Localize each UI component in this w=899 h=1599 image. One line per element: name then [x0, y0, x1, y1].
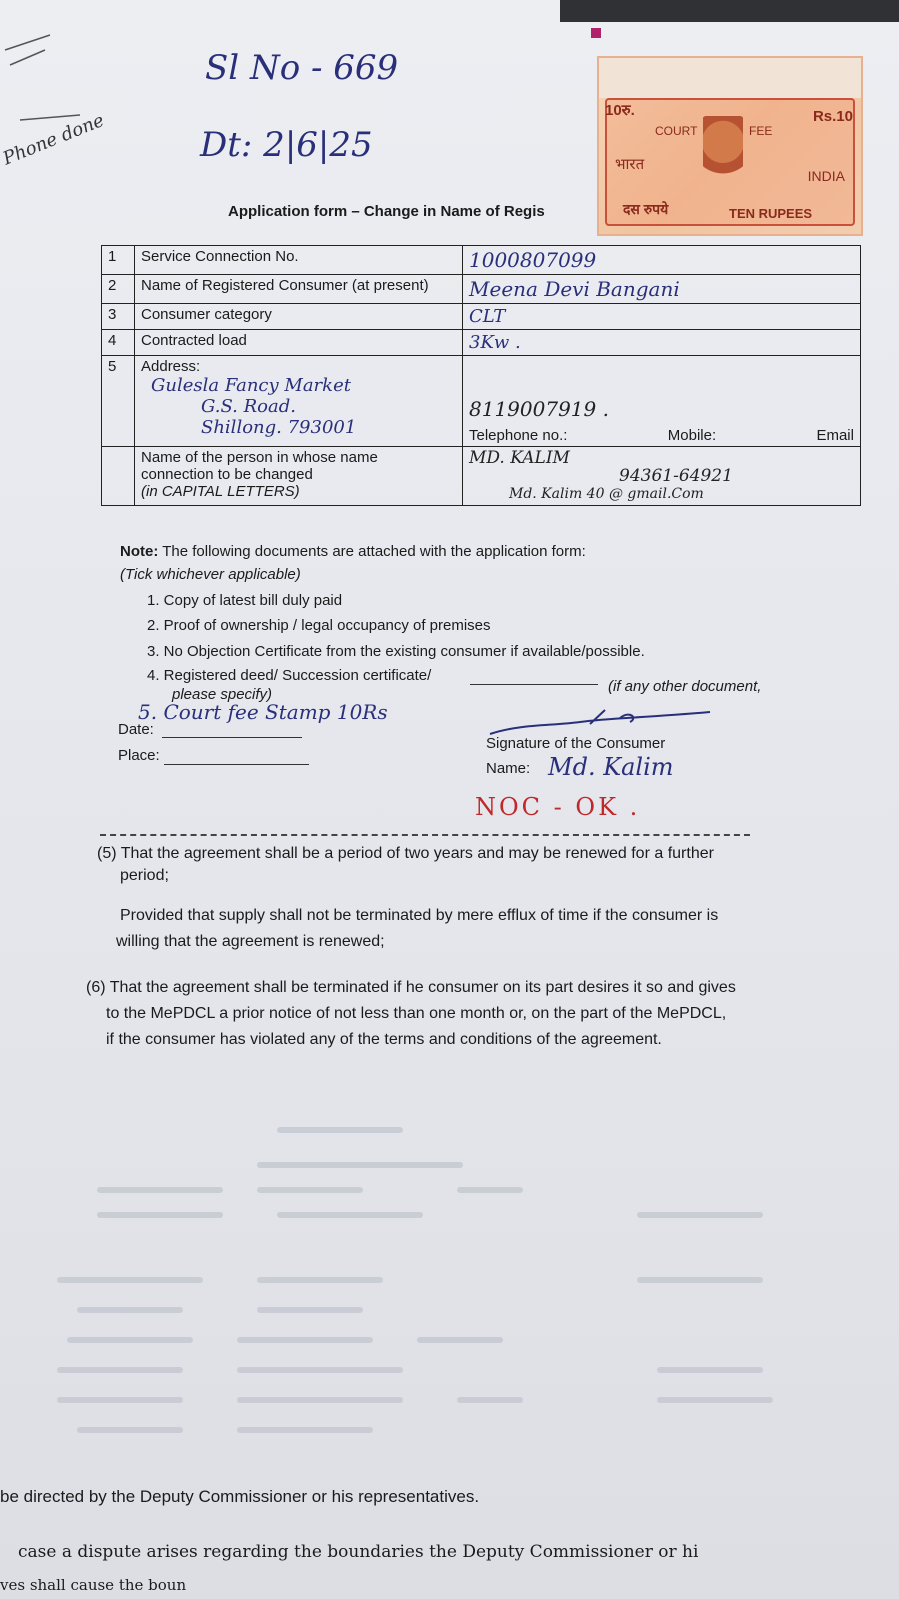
stamp-bharat: भारत	[615, 156, 645, 173]
proviso-line-2: willing that the agreement is renewed;	[116, 933, 385, 950]
stamp-value-left: 10रु.	[605, 102, 635, 119]
row-number: 4	[102, 330, 135, 356]
row-number	[102, 447, 135, 506]
field-label: Service Connection No.	[135, 246, 463, 275]
phone-value: 8119007919 .	[469, 397, 609, 421]
footer-line-1: be directed by the Deputy Commissioner or his representatives.	[0, 1487, 480, 1506]
clause-5-line-2: period;	[120, 867, 169, 884]
contracted-load-value: 3Kw .	[469, 332, 521, 353]
proviso-line-1: Provided that supply shall not be terminated by mere efflux of time if the consumer is	[120, 907, 719, 924]
stamp-court: COURT	[655, 124, 698, 138]
address-line-3: Shillong. 793001	[201, 417, 357, 438]
doc-item-3: 3. No Objection Certificate from the existing consumer if available/possible.	[147, 643, 645, 660]
signature-label: Signature of the Consumer	[486, 735, 666, 752]
new-name-value: MD. KALIM	[469, 448, 570, 468]
mobile-value: 94361-64921	[619, 466, 733, 486]
email-label: Email	[816, 427, 854, 444]
address-cell	[135, 356, 463, 447]
new-name-label	[135, 447, 463, 506]
field-value	[463, 330, 861, 356]
new-name-label-line-2: connection to be changed	[141, 466, 313, 483]
stamp-top-strip	[599, 58, 861, 98]
date-label: Date:	[118, 721, 154, 738]
name-label: Name:	[486, 760, 531, 777]
footer-line-3: ves shall cause the boun	[0, 1576, 187, 1594]
application-table	[101, 245, 861, 506]
table-row	[102, 275, 861, 304]
stamp-value-right: Rs.10	[812, 108, 853, 125]
row-number: 1	[102, 246, 135, 275]
item-5-handwritten: 5. Court fee Stamp 10Rs	[138, 700, 388, 724]
note-rest: The following documents are attached with the application form:	[158, 543, 586, 560]
field-label: Name of Registered Consumer (at present)	[135, 275, 463, 304]
table-row	[102, 304, 861, 330]
consumer-name-value: Md. Kalim	[548, 753, 674, 781]
margin-note: Phone done	[0, 109, 108, 170]
consumer-category-value: CLT	[469, 306, 506, 327]
form-title: Application form – Change in Name of Regis	[228, 203, 545, 220]
note-heading	[120, 543, 586, 560]
noc-note: NOC - OK .	[475, 793, 641, 821]
place-line	[164, 764, 309, 765]
margin-scribble	[0, 20, 90, 130]
page-divider	[100, 834, 750, 836]
stamp-english-value: TEN RUPEES	[729, 206, 813, 221]
field-label: Address:	[141, 358, 201, 375]
contact-cell	[463, 356, 861, 447]
footer-line-2: case a dispute arises regarding the boundaries the Deputy Commissioner or hi	[18, 1542, 699, 1562]
field-value	[463, 304, 861, 330]
emblem-icon	[703, 116, 743, 190]
other-doc-line	[470, 684, 598, 685]
row-number: 3	[102, 304, 135, 330]
field-label: Consumer category	[135, 304, 463, 330]
registered-consumer-value: Meena Devi Bangani	[469, 277, 680, 301]
place-label: Place:	[118, 747, 160, 764]
clause-5-line-1: (5) That the agreement shall be a period of two years and may be renewed for a further	[97, 845, 714, 862]
table-row	[102, 447, 861, 506]
row-number: 5	[102, 356, 135, 447]
address-line-2: G.S. Road.	[201, 396, 296, 417]
clause-6-line-2: to the MePDCL a prior notice of not less than one month or, on the part of the MePDCL,	[106, 1005, 727, 1022]
note-bold: Note:	[120, 543, 159, 560]
clause-6-line-1: (6) That the agreement shall be terminated if he consumer on its part desires it so and gives	[86, 979, 736, 996]
stamp-hindi-value: दस रुपये	[623, 201, 669, 217]
doc-item-1: 1. Copy of latest bill duly paid	[147, 592, 343, 609]
note-tick: (Tick whichever applicable)	[120, 566, 301, 583]
bleed-through-text	[40, 1070, 840, 1460]
table-row	[102, 356, 861, 447]
serial-number: Sl No - 669	[205, 48, 399, 88]
court-fee-stamp	[597, 56, 863, 236]
field-label: Contracted load	[135, 330, 463, 356]
new-name-label-line-1: Name of the person in whose name	[141, 449, 378, 466]
email-value: Md. Kalim 40 @ gmail.Com	[509, 486, 704, 502]
date-line	[162, 737, 302, 738]
field-value	[463, 246, 861, 275]
stamp-mark	[591, 28, 601, 38]
service-connection-value: 1000807099	[469, 248, 597, 272]
clause-6-line-3: if the consumer has violated any of the terms and conditions of the agreement.	[106, 1031, 662, 1048]
address-line-1: Gulesla Fancy Market	[151, 375, 351, 396]
other-doc-label: (if any other document,	[608, 678, 762, 695]
table-row	[102, 246, 861, 275]
doc-item-4: 4. Registered deed/ Succession certificate/	[147, 667, 432, 684]
mobile-label: Mobile:	[667, 427, 717, 444]
please-specify: please specify)	[172, 686, 273, 703]
field-value	[463, 275, 861, 304]
stamp-india: INDIA	[807, 168, 845, 184]
handwritten-date: Dt: 2|6|25	[200, 125, 373, 165]
background-strip	[560, 0, 899, 22]
new-name-cell	[463, 447, 861, 506]
table-row	[102, 330, 861, 356]
contact-labels	[469, 421, 854, 444]
new-name-label-line-3: (in CAPITAL LETTERS)	[141, 483, 300, 500]
doc-item-2: 2. Proof of ownership / legal occupancy of premises	[147, 617, 491, 634]
row-number: 2	[102, 275, 135, 304]
stamp-fee: FEE	[749, 124, 773, 138]
telephone-label: Telephone no.:	[469, 427, 568, 444]
